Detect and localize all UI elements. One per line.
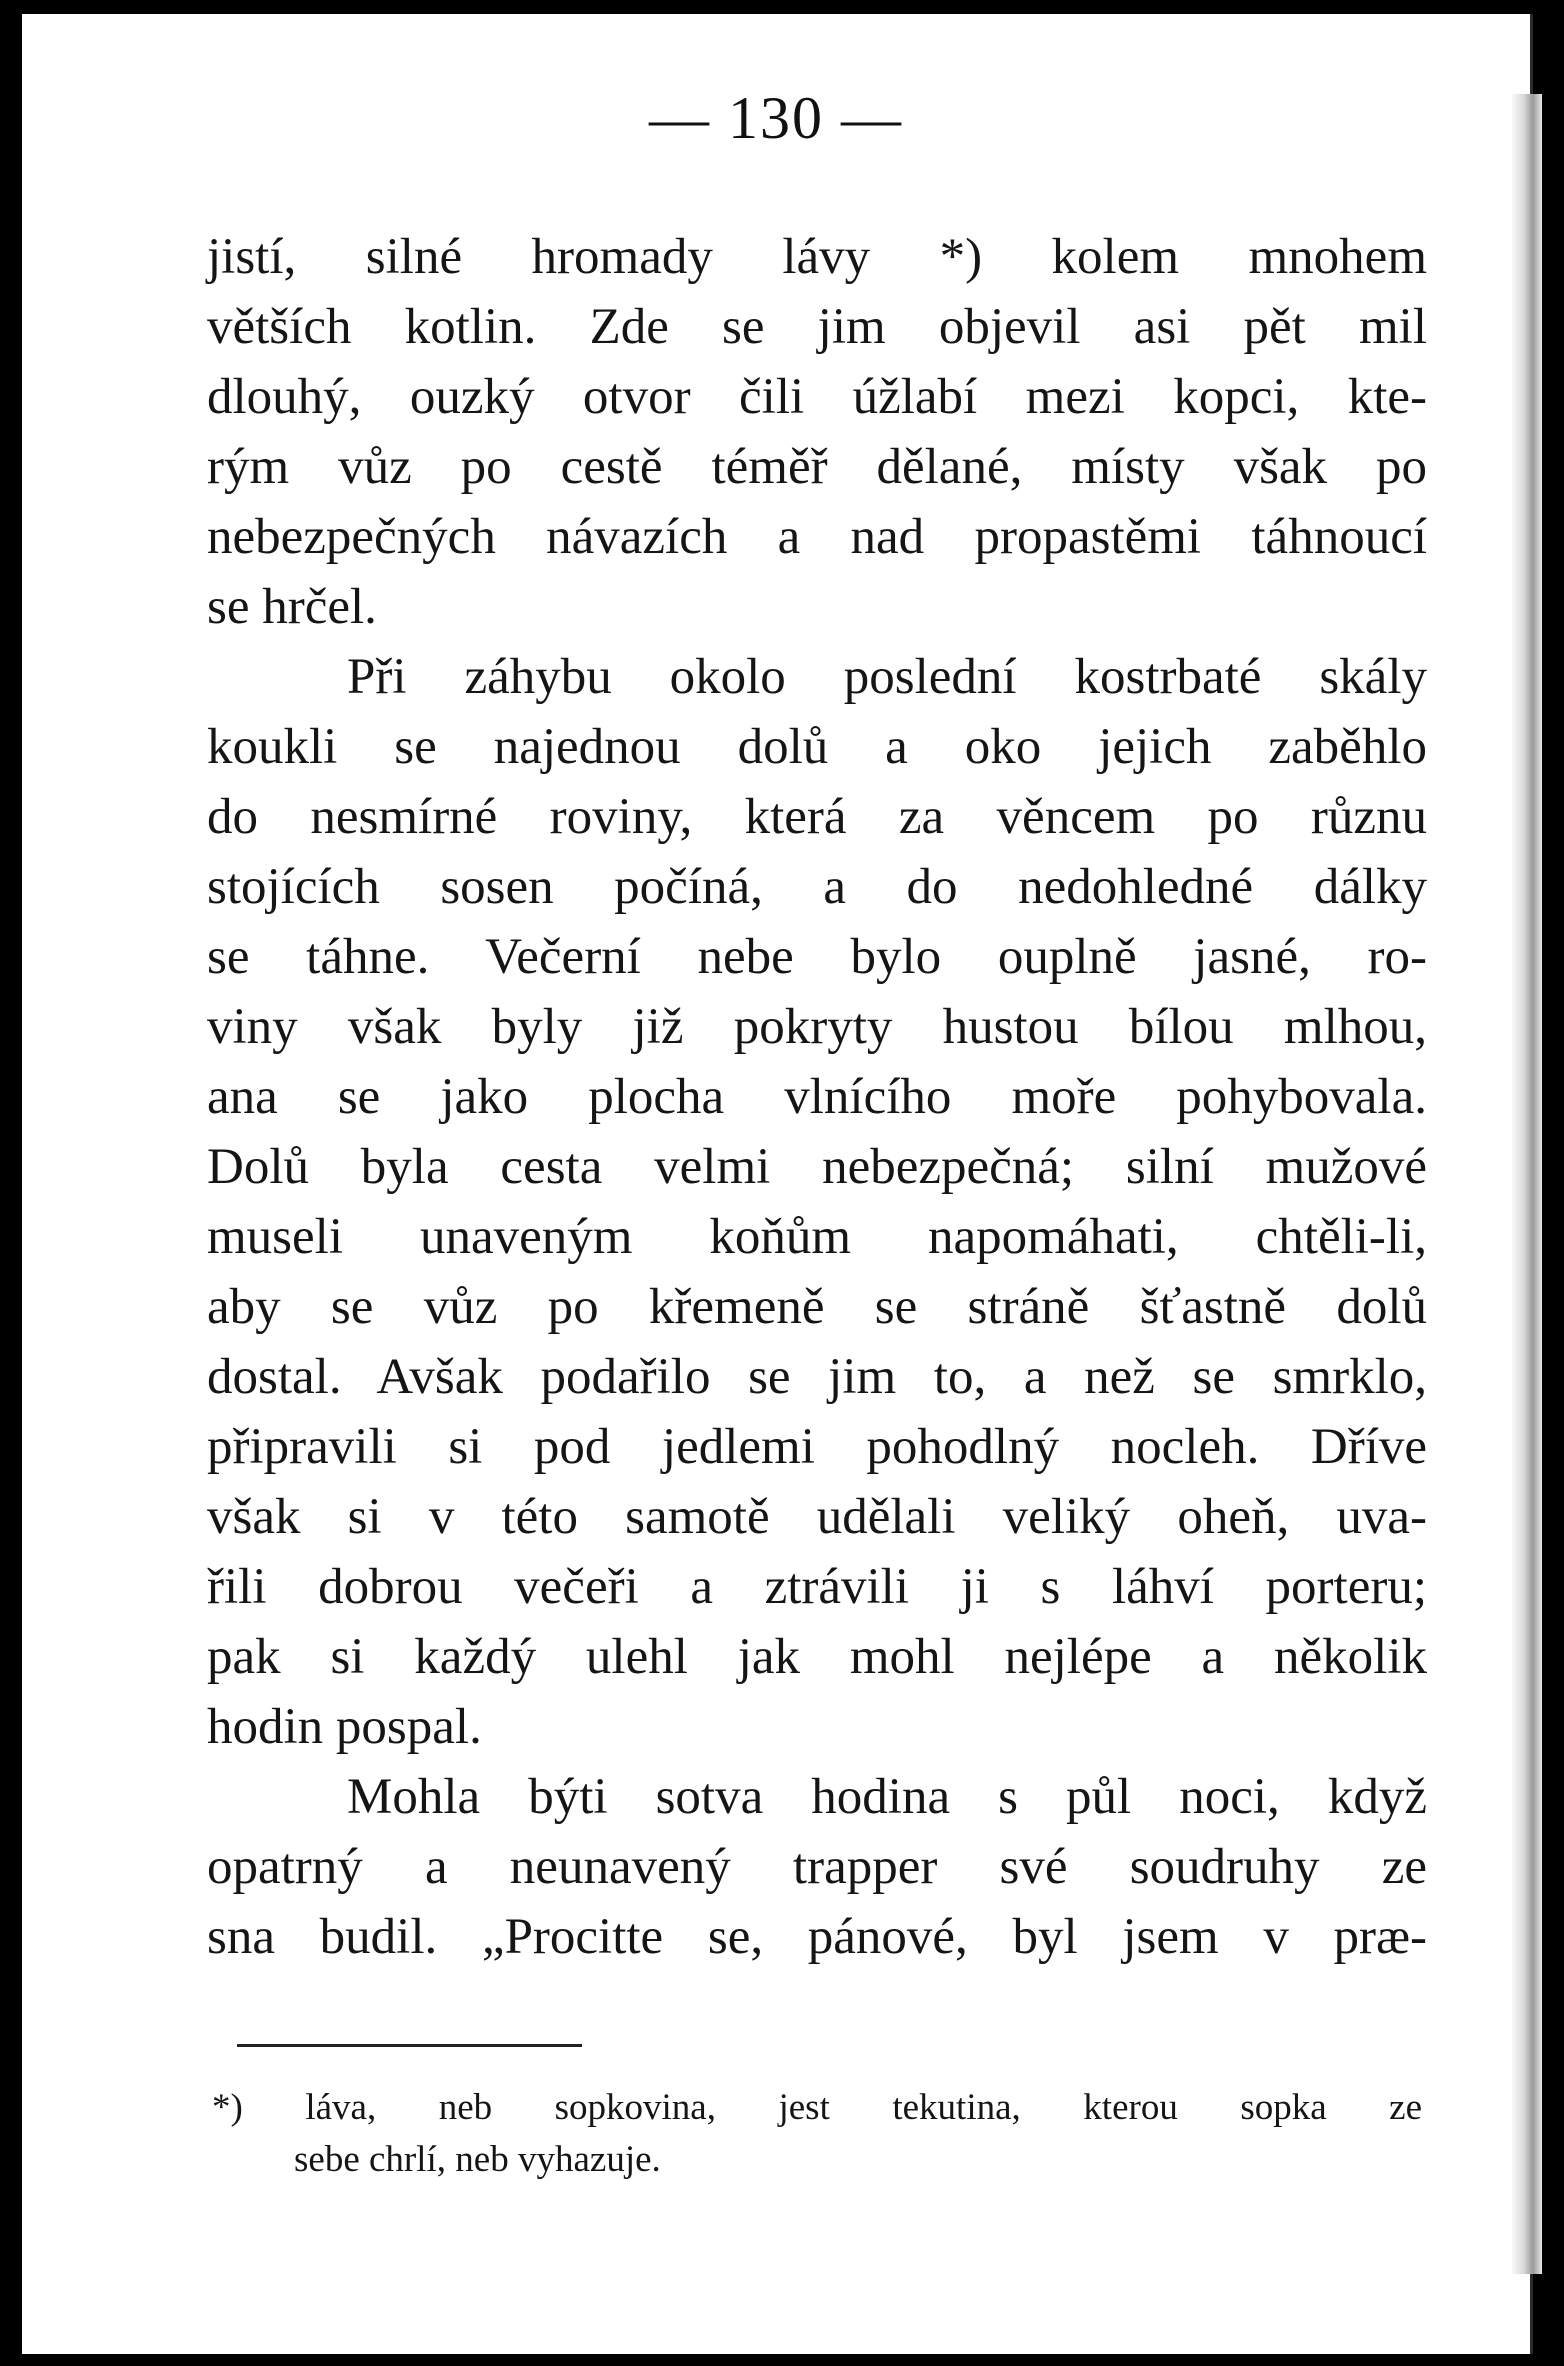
text-line: větších kotlin. Zde se jim objevil asi pět mil	[207, 299, 1427, 355]
text-line: dlouhý, ouzký otvor čili úžlabí mezi kopci, kte-	[207, 369, 1427, 425]
text-line: pak si každý ulehl jak mohl nejlépe a několik	[207, 1629, 1427, 1685]
text-line: řili dobrou večeři a ztrávili ji s láhví porteru;	[207, 1559, 1427, 1615]
text-line: připravili si pod jedlemi pohodlný nocleh. Dříve	[207, 1419, 1427, 1475]
text-line: viny však byly již pokryty hustou bílou mlhou,	[207, 999, 1427, 1055]
footnote-divider	[237, 2044, 582, 2047]
body-text	[207, 222, 1427, 1972]
footnote	[212, 2082, 1422, 2186]
text-line: se táhne. Večerní nebe bylo ouplně jasné, ro-	[207, 929, 1427, 985]
footnote-line: *) láva, neb sopkovina, jest tekutina, kterou sopka ze	[212, 2087, 1422, 2128]
text-line: koukli se najednou dolů a oko jejich zaběhlo	[207, 719, 1427, 775]
text-line: ana se jako plocha vlnícího moře pohybovala.	[207, 1069, 1427, 1125]
text-line: do nesmírné roviny, která za věncem po různu	[207, 789, 1427, 845]
text-line: stojících sosen počíná, a do nedohledné dálky	[207, 859, 1427, 915]
text-line: však si v této samotě udělali veliký oheň, uva-	[207, 1489, 1427, 1545]
text-line: sna budil. „Procitte se, pánové, byl jsem v præ-	[207, 1909, 1427, 1965]
text-line: museli unaveným koňům napomáhati, chtěli-li,	[207, 1209, 1427, 1265]
text-line: Dolů byla cesta velmi nebezpečná; silní mužové	[207, 1139, 1427, 1195]
text-line: Při záhybu okolo poslední kostrbaté skály	[347, 649, 1427, 705]
page-number: — 130 —	[649, 85, 903, 151]
book-page	[22, 14, 1533, 2354]
text-line: dostal. Avšak podařilo se jim to, a než se smrklo,	[207, 1349, 1427, 1405]
footnote-line: sebe chrlí, neb vyhazuje.	[294, 2139, 661, 2180]
text-line: se hrčel.	[207, 579, 377, 635]
text-line: jistí, silné hromady lávy *) kolem mnohem	[207, 229, 1427, 285]
text-line: rým vůz po cestě téměř dělané, místy však po	[207, 439, 1427, 495]
text-line: nebezpečných návazích a nad propastěmi táhnoucí	[207, 509, 1427, 565]
text-line: Mohla býti sotva hodina s půl noci, když	[347, 1769, 1427, 1825]
text-line: opatrný a neunavený trapper své soudruhy ze	[207, 1839, 1427, 1895]
text-line: hodin pospal.	[207, 1699, 482, 1755]
text-line: aby se vůz po křemeně se stráně šťastně dolů	[207, 1279, 1427, 1335]
page-edge-shadow	[1512, 94, 1542, 2274]
